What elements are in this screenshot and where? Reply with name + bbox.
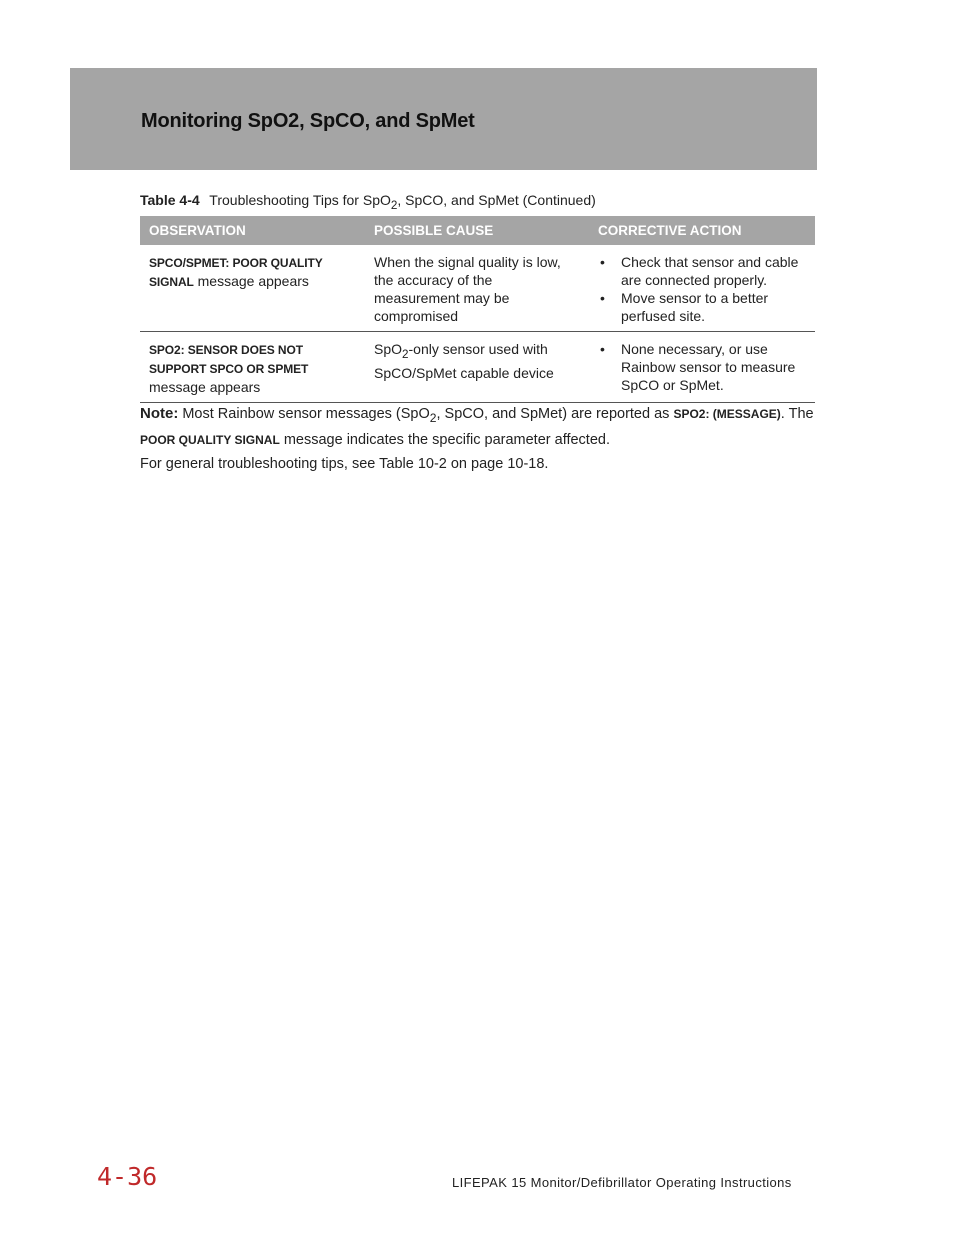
table-caption: [140, 192, 596, 212]
cause-text: When the signal quality is low, the accuracy of the measurement may be compromised: [374, 254, 561, 324]
table-caption-label: Table 4-4: [140, 192, 200, 208]
note-subscript: 2: [429, 410, 437, 425]
action-item: • Move sensor to a better perfused site.: [598, 289, 806, 325]
observation-text: message appears: [193, 273, 309, 289]
observation-cell: [140, 332, 365, 403]
action-cell: [589, 245, 815, 332]
column-header-observation: OBSERVATION: [140, 216, 365, 245]
cause-text: SpO: [374, 341, 403, 357]
observation-message: SPO2: SENSOR DOES NOT SUPPORT SPCO OR SPMET: [149, 343, 309, 376]
action-list: [598, 253, 806, 325]
section-banner: [70, 68, 817, 170]
table-row: [140, 332, 815, 403]
general-tip: For general troubleshooting tips, see Table 10-2 on page 10-18.: [140, 456, 549, 472]
footer-doc-title: LIFEPAK 15 Monitor/Defibrillator Operating Instructions: [452, 1175, 792, 1190]
column-header-corrective-action: CORRECTIVE ACTION: [589, 216, 815, 245]
action-item: • None necessary, or use Rainbow sensor to measure SpCO or SpMet.: [598, 340, 806, 394]
page-title: Monitoring SpO2, SpCO, and SpMet: [141, 110, 475, 132]
cause-text-end: -only sensor used with SpCO/SpMet capable device: [374, 341, 554, 381]
note-message-reference: POOR QUALITY SIGNAL: [140, 432, 280, 447]
note-label: Note:: [140, 405, 179, 422]
table-header-row: [140, 216, 815, 245]
cause-cell: [365, 332, 589, 403]
cause-subscript: 2: [402, 347, 409, 361]
troubleshooting-table: [140, 216, 815, 403]
page-number: 4-36: [97, 1162, 158, 1191]
cause-cell: [365, 245, 589, 332]
observation-text: message appears: [149, 379, 261, 395]
table-row: [140, 245, 815, 332]
note-text: , SpCO, and SpMet) are reported as: [436, 406, 674, 422]
table-caption-text: Troubleshooting Tips for SpO: [209, 192, 391, 208]
action-item: • Check that sensor and cable are connected properly.: [598, 253, 806, 289]
table-caption-subscript: 2: [390, 198, 398, 212]
action-list: [598, 340, 806, 394]
note-message-reference: SPO2: (MESSAGE): [673, 407, 781, 421]
action-cell: [589, 332, 815, 403]
observation-message: SPCO/SPMET: POOR QUALITY SIGNAL: [149, 256, 323, 289]
note-paragraph: [140, 403, 820, 451]
note-text: . The: [780, 406, 814, 422]
column-header-possible-cause: POSSIBLE CAUSE: [365, 216, 589, 245]
note-text: message indicates the specific parameter affected.: [279, 431, 610, 448]
note-text: Most Rainbow sensor messages (SpO: [178, 406, 430, 422]
table-caption-text-end: , SpCO, and SpMet (Continued): [397, 192, 596, 208]
observation-cell: [140, 245, 365, 332]
